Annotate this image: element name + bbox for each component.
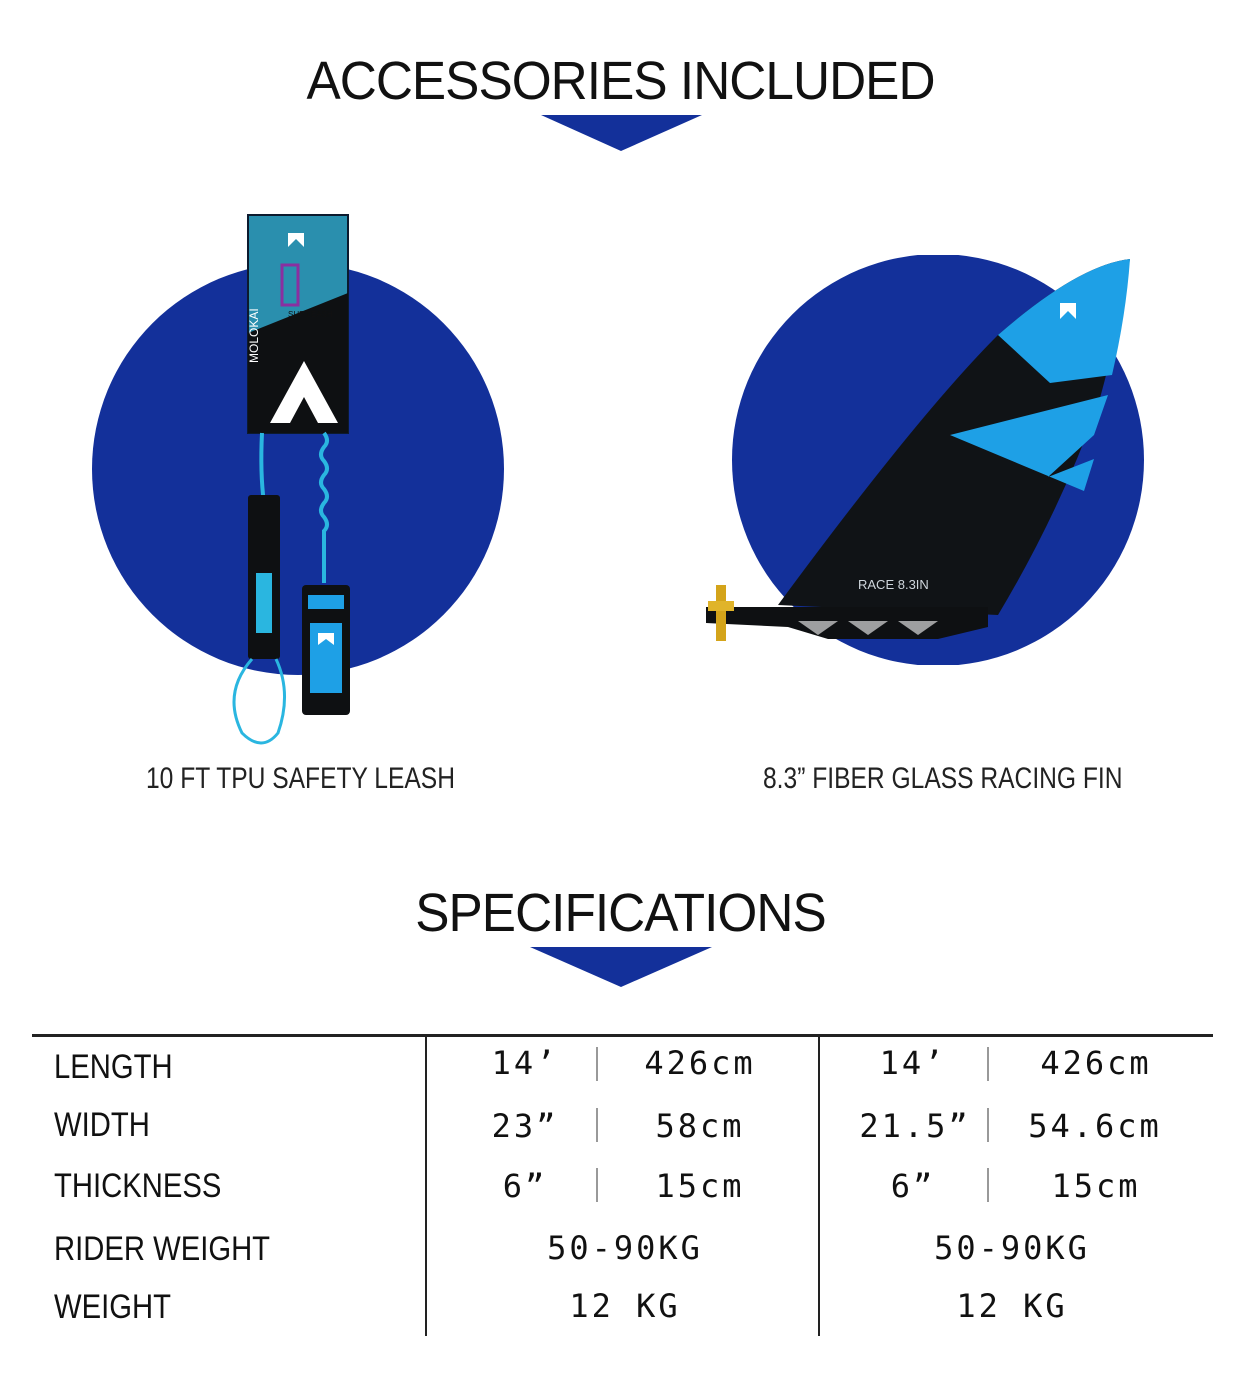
leash-caption: 10 FT TPU SAFETY LEASH — [146, 762, 455, 795]
safety-leash-image — [92, 213, 508, 748]
unit-separator — [987, 1168, 989, 1202]
spec-value: 50-90KG — [547, 1229, 703, 1267]
spec-value: 15cm — [655, 1167, 745, 1205]
spec-label-thickness: THICKNESS — [54, 1167, 222, 1205]
spec-value: 6” — [890, 1167, 936, 1205]
spec-value: 23” — [491, 1107, 559, 1145]
racing-fin-image — [698, 255, 1148, 665]
unit-separator — [596, 1108, 598, 1142]
chevron-down-icon — [541, 115, 702, 151]
spec-label-width: WIDTH — [54, 1106, 150, 1144]
unit-separator — [596, 1168, 598, 1202]
fin-label: RACE 8.3IN — [858, 577, 929, 592]
unit-separator — [596, 1047, 598, 1081]
svg-text:SUP LEASH: SUP LEASH — [288, 310, 333, 319]
spec-value: 15cm — [1051, 1167, 1141, 1205]
spec-value: 12 KG — [956, 1287, 1068, 1325]
spec-value: 58cm — [655, 1107, 745, 1145]
spec-value: 54.6cm — [1028, 1107, 1162, 1145]
specifications-title: SPECIFICATIONS — [415, 883, 826, 943]
spec-label-weight: WEIGHT — [54, 1288, 171, 1326]
spec-value: 12 KG — [569, 1287, 681, 1325]
svg-text:MOLOKAI: MOLOKAI — [247, 308, 261, 363]
spec-value: 6” — [502, 1167, 548, 1205]
spec-value: 21.5” — [859, 1107, 971, 1145]
table-column-divider — [425, 1036, 427, 1336]
spec-value: 426cm — [644, 1044, 756, 1082]
chevron-down-icon — [530, 947, 712, 987]
unit-separator — [987, 1047, 989, 1081]
spec-value: 14’ — [879, 1044, 947, 1082]
table-top-rule — [32, 1034, 1213, 1037]
spec-value: 14’ — [491, 1044, 559, 1082]
spec-label-rider-weight: RIDER WEIGHT — [54, 1230, 271, 1268]
unit-separator — [987, 1108, 989, 1142]
spec-value: 50-90KG — [934, 1229, 1090, 1267]
accessories-title: ACCESSORIES INCLUDED — [306, 51, 935, 111]
fin-caption: 8.3” FIBER GLASS RACING FIN — [763, 762, 1123, 795]
spec-label-length: LENGTH — [54, 1048, 173, 1086]
spec-value: 426cm — [1040, 1044, 1152, 1082]
